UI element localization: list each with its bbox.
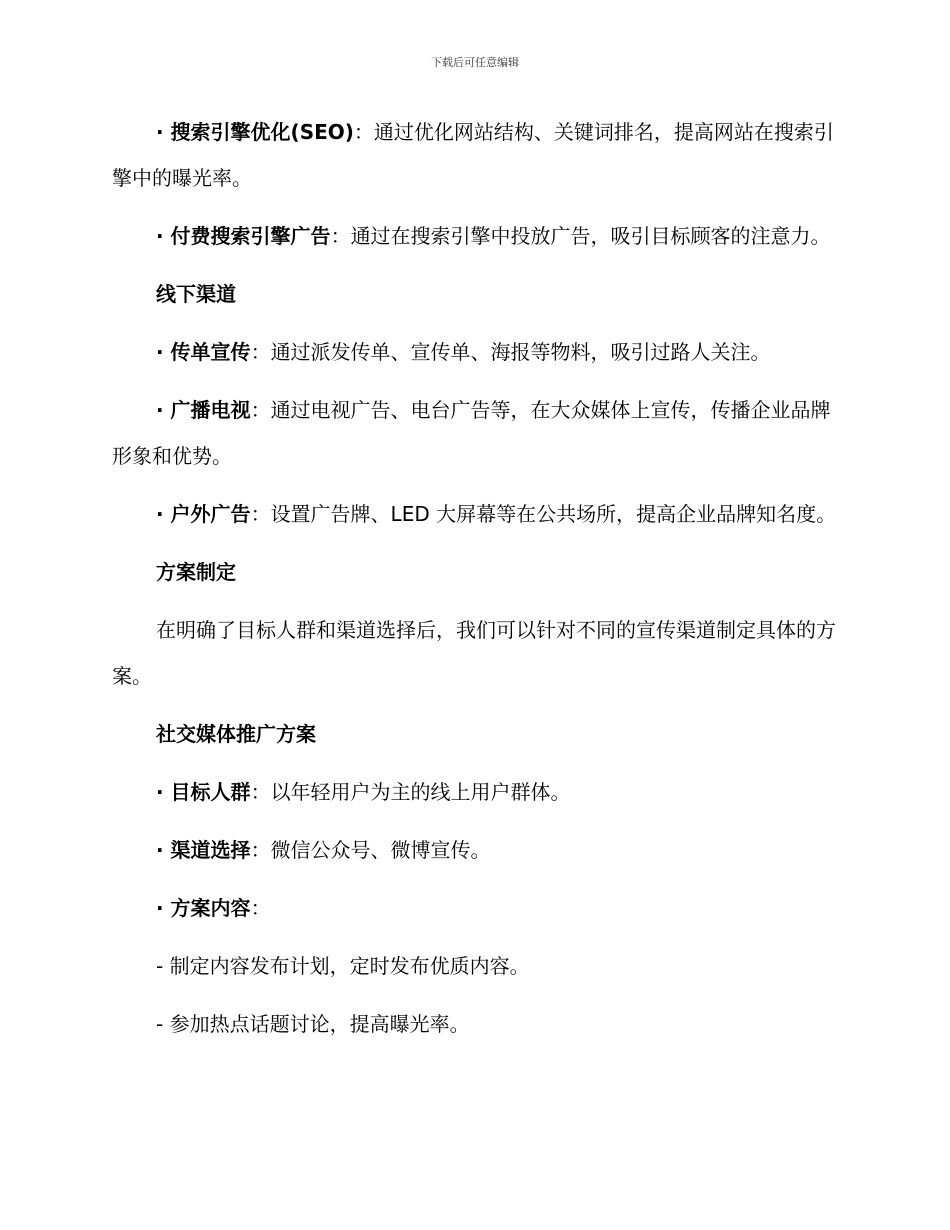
paragraph-paid-search: [112, 213, 838, 259]
paragraph-text: 通过电视广告、电台广告等，在大众媒体上宣传，传播企业品牌形象和优势。: [112, 398, 831, 468]
term-label: · 搜索引擎优化(SEO): [156, 120, 354, 144]
paragraph-plan-intro: 在明确了目标人群和渠道选择后，我们可以针对不同的宣传渠道制定具体的方案。: [112, 618, 836, 688]
term-label: · 付费搜索引擎广告: [156, 224, 331, 248]
term-separator: ：: [250, 838, 271, 862]
term-label: · 渠道选择: [156, 838, 251, 862]
section-heading-plan: 方案制定: [156, 560, 236, 584]
term-label: · 传单宣传: [156, 340, 251, 364]
paragraph-channel-choice: [112, 827, 838, 873]
paragraph-plan-content: [112, 885, 838, 931]
paragraph-outdoor: [112, 491, 838, 537]
section-heading-offline: 线下渠道: [156, 282, 236, 306]
term-label: · 目标人群: [156, 780, 251, 804]
paragraph-text: 通过优化网站结构、关键词排名，提高网站在搜索引擎中的曝光率。: [112, 120, 834, 190]
paragraph-seo: [112, 109, 838, 201]
term-separator: ：: [250, 896, 271, 920]
document-body: [112, 109, 838, 1059]
term-separator: ：: [250, 780, 271, 804]
term-separator: ：: [353, 120, 374, 144]
term-separator: ：: [250, 398, 271, 422]
paragraph-flyers: [112, 329, 838, 375]
term-label: · 方案内容: [156, 896, 251, 920]
paragraph-target-audience: [112, 769, 838, 815]
term-separator: ：: [250, 502, 271, 526]
page-header-note: 下载后可任意编辑: [431, 56, 519, 69]
term-separator: ：: [250, 340, 271, 364]
paragraph-text: 微信公众号、微博宣传。: [270, 838, 491, 862]
paragraph-text: 通过派发传单、宣传单、海报等物料，吸引过路人关注。: [270, 340, 771, 364]
paragraph-text: 以年轻用户为主的线上用户群体。: [270, 780, 571, 804]
list-item-hot-topics: - 参加热点话题讨论，提高曝光率。: [156, 1012, 470, 1036]
list-item-content-schedule: - 制定内容发布计划，定时发布优质内容。: [156, 954, 530, 978]
paragraph-text: 通过在搜索引擎中投放广告，吸引目标顾客的注意力。: [350, 224, 831, 248]
paragraph-text: 设置广告牌、LED 大屏幕等在公共场所，提高企业品牌知名度。: [270, 502, 837, 526]
paragraph-broadcast: [112, 387, 838, 479]
term-label: · 广播电视: [156, 398, 251, 422]
term-separator: ：: [330, 224, 351, 248]
term-label: · 户外广告: [156, 502, 251, 526]
section-heading-social-media: 社交媒体推广方案: [156, 722, 316, 746]
